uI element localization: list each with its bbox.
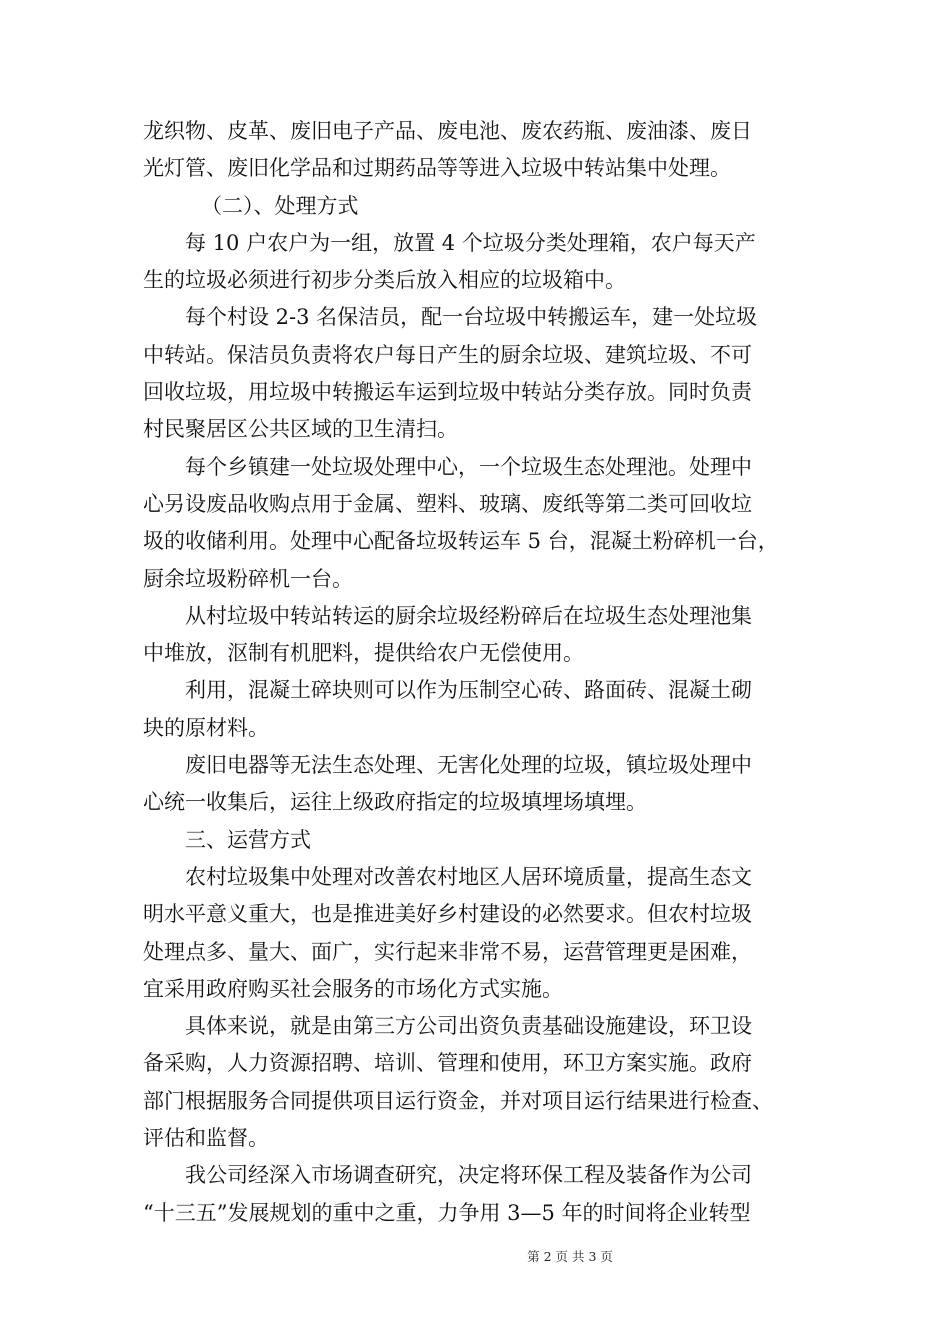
text-line: 中堆放，沤制有机肥料，提供给农户无偿使用。 [143,641,584,666]
text-line: （二）、处理方式 [201,193,359,218]
text-line: 光灯管、废旧化学品和过期药品等等进入垃圾中转站集中处理。 [143,156,731,181]
text-line: 圾的收储利用。处理中心配备垃圾转运车 5 台，混凝土粉碎机一台， [143,529,779,554]
text-line: 村民聚居区公共区域的卫生清扫。 [143,417,458,442]
text-line: 中转站。保洁员负责将农户每日产生的厨余垃圾、建筑垃圾、不可 [143,342,752,367]
text-line: 评估和监督。 [143,1126,269,1151]
text-line: 厨余垃圾粉碎机一台。 [143,566,353,591]
text-line: 利用，混凝土碎块则可以作为压制空心砖、路面砖、混凝土砌 [185,678,752,703]
text-line: “十三五”发展规划的重中之重，力争用 3—5 年的时间将企业转型 [143,1200,751,1225]
text-line: 生的垃圾必须进行初步分类后放入相应的垃圾箱中。 [143,268,626,293]
text-line: 从村垃圾中转站转运的厨余垃圾经粉碎后在垃圾生态处理池集 [185,603,752,628]
text-line: 龙织物、皮革、废旧电子产品、废电池、废农药瓶、废油漆、废日 [143,119,752,143]
text-line: 每个村设 2-3 名保洁员，配一台垃圾中转搬运车，建一处垃圾 [185,305,758,330]
text-line: 备采购，人力资源招聘、培训、管理和使用，环卫方案实施。政府 [143,1051,752,1076]
text-line: 明水平意义重大，也是推进美好乡村建设的必然要求。但农村垃圾 [143,902,752,927]
text-line: 部门根据服务合同提供项目运行资金，并对项目运行结果进行检查、 [143,1088,773,1113]
text-line: 块的原材料。 [143,715,269,740]
text-line: 处理点多、量大、面广，实行起来非常不易，运营管理更是困难， [143,939,752,964]
text-line: 每 10 户农户为一组，放置 4 个垃圾分类处理箱，农户每天产 [185,230,756,255]
page-number-footer: 第 2 页 共 3 页 [527,1249,613,1264]
document-body [143,113,823,1232]
text-line: 心统一收集后，运往上级政府指定的垃圾填埋场填埋。 [143,790,647,815]
text-line: 三、运营方式 [185,827,311,852]
text-line: 每个乡镇建一处垃圾处理中心，一个垃圾生态处理池。处理中 [185,454,752,479]
text-line: 我公司经深入市场调查研究，决定将环保工程及装备作为公司 [185,1163,752,1188]
text-line: 宜采用政府购买社会服务的市场化方式实施。 [143,976,563,1001]
text-line: 回收垃圾，用垃圾中转搬运车运到垃圾中转站分类存放。同时负责 [143,380,752,405]
text-line: 具体来说，就是由第三方公司出资负责基础设施建设，环卫设 [185,1014,752,1039]
text-line: 农村垃圾集中处理对改善农村地区人居环境质量，提高生态文 [185,864,752,889]
text-line: 心另设废品收购点用于金属、塑料、玻璃、废纸等第二类可回收垃 [143,491,752,516]
text-line: 废旧电器等无法生态处理、无害化处理的垃圾，镇垃圾处理中 [185,753,752,778]
